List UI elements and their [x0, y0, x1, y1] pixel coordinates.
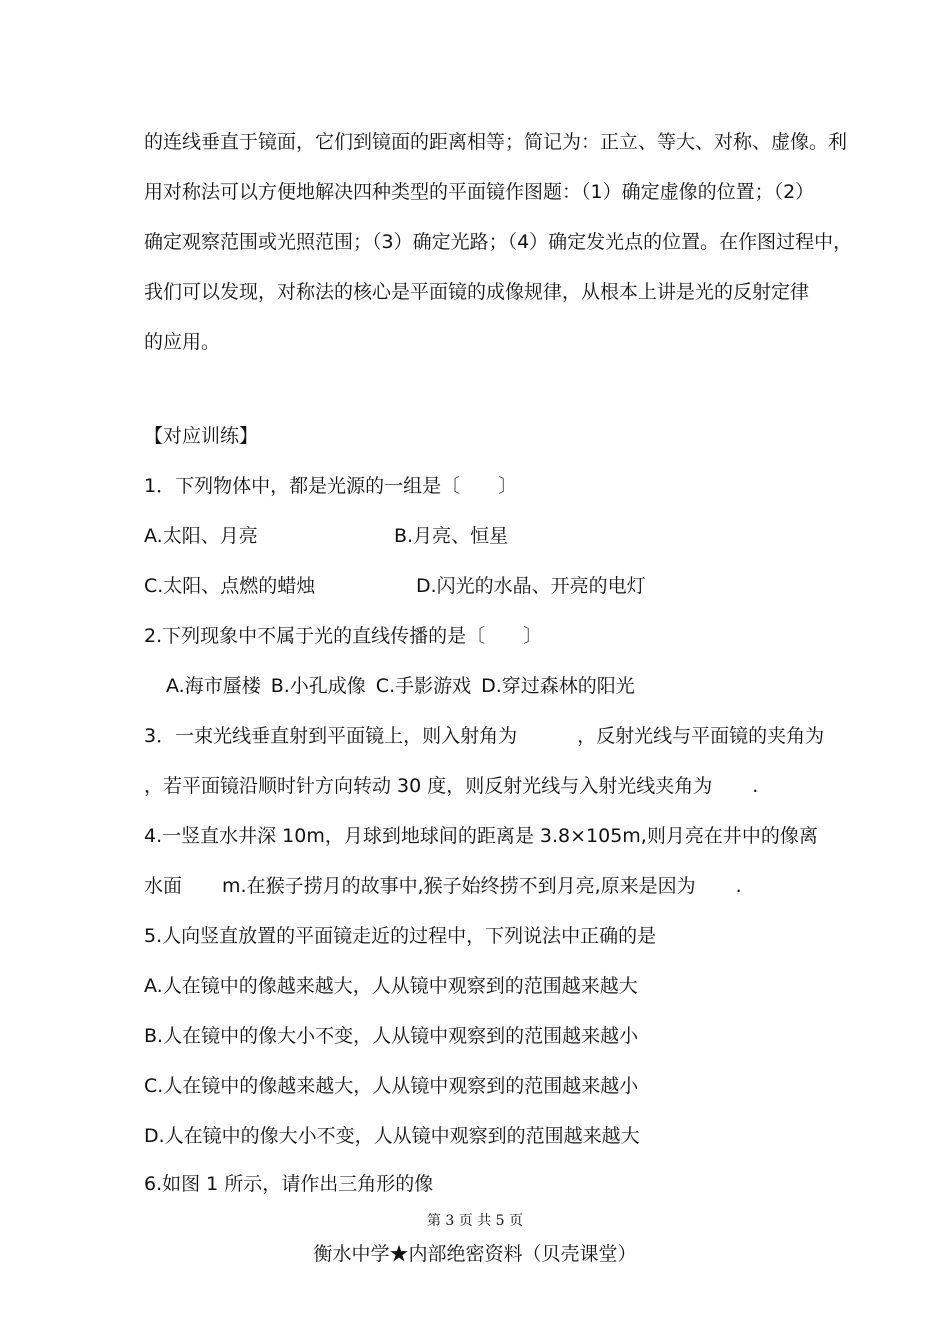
question-4-text-2: m.在猴子捞月的故事中,猴子始终捞不到月亮,原来是因为 — [222, 875, 696, 897]
question-3-line-1 — [144, 724, 824, 748]
question-2-option-d: D.穿过森林的阳光 — [481, 675, 635, 697]
question-1-option-c: C.太阳、点燃的蜡烛 — [144, 575, 316, 597]
question-5-option-b: B.人在镜中的像大小不变，人从镜中观察到的范围越来越小 — [144, 1025, 639, 1047]
question-5-option-a: A.人在镜中的像越来越大，人从镜中观察到的范围越来越大 — [144, 975, 638, 997]
source-footer: 衡水中学★内部绝密资料（贝壳课堂） — [313, 1243, 637, 1265]
page-number: 第 3 页 共 5 页 — [426, 1213, 524, 1229]
intro-line-3: 确定观察范围或光照范围；（3）确定光路；（4）确定发光点的位置。在作图过程中， — [144, 231, 853, 253]
question-3-text-2: ，反射光线与平面镜的夹角为 — [577, 725, 825, 747]
question-2-option-b: B.小孔成像 — [270, 675, 366, 697]
question-5-stem: 5.人向竖直放置的平面镜走近的过程中，下列说法中正确的是 — [144, 925, 657, 947]
question-3-text-4: . — [752, 775, 759, 797]
intro-line-1: 的连线垂直于镜面，它们到镜面的距离相等；简记为：正立、等大、对称、虚像。利 — [144, 131, 848, 153]
question-1-options-row-1 — [144, 524, 824, 548]
question-6-stem: 6.如图 1 所示，请作出三角形的像 — [144, 1173, 434, 1195]
question-3-text-1: 3．一束光线垂直射到平面镜上，则入射角为 — [144, 725, 518, 747]
question-5-option-c: C.人在镜中的像越来越大，人从镜中观察到的范围越来越小 — [144, 1075, 639, 1097]
question-1-option-b: B.月亮、恒星 — [394, 525, 509, 547]
question-3-line-2 — [144, 774, 758, 798]
question-2-stem: 2.下列现象中不属于光的直线传播的是〔 〕 — [144, 625, 543, 647]
intro-line-4: 我们可以发现，对称法的核心是平面镜的成像规律，从根本上讲是光的反射定律 — [144, 281, 810, 303]
question-4-line-1: 4.一竖直水井深 10m，月球到地球间的距离是 3.8×105m,则月亮在井中的像离 — [144, 825, 818, 847]
intro-line-2: 用对称法可以方便地解决四种类型的平面镜作图题：（1）确定虚像的位置；（2） — [144, 181, 815, 203]
question-1-stem: 1．下列物体中，都是光源的一组是〔 〕 — [144, 475, 518, 497]
question-1-options-row-2 — [144, 574, 824, 598]
question-2-options — [166, 674, 635, 698]
intro-line-5: 的应用。 — [144, 331, 221, 353]
question-2-option-c: C.手影游戏 — [375, 675, 472, 697]
question-2-option-a: A.海市蜃楼 — [166, 675, 261, 697]
question-4-text-3: . — [735, 875, 742, 897]
question-1-option-a: A.太阳、月亮 — [144, 525, 258, 547]
question-1-option-d: D.闪光的水晶、开亮的电灯 — [416, 575, 646, 597]
question-4-line-2 — [144, 874, 742, 898]
question-4-text-1: 水面 — [144, 875, 183, 897]
section-heading: 【对应训练】 — [144, 425, 259, 447]
question-5-option-d: D.人在镜中的像大小不变，人从镜中观察到的范围越来越大 — [144, 1125, 640, 1147]
question-3-text-3: ，若平面镜沿顺时针方向转动 30 度，则反射光线与入射光线夹角为 — [144, 775, 713, 797]
